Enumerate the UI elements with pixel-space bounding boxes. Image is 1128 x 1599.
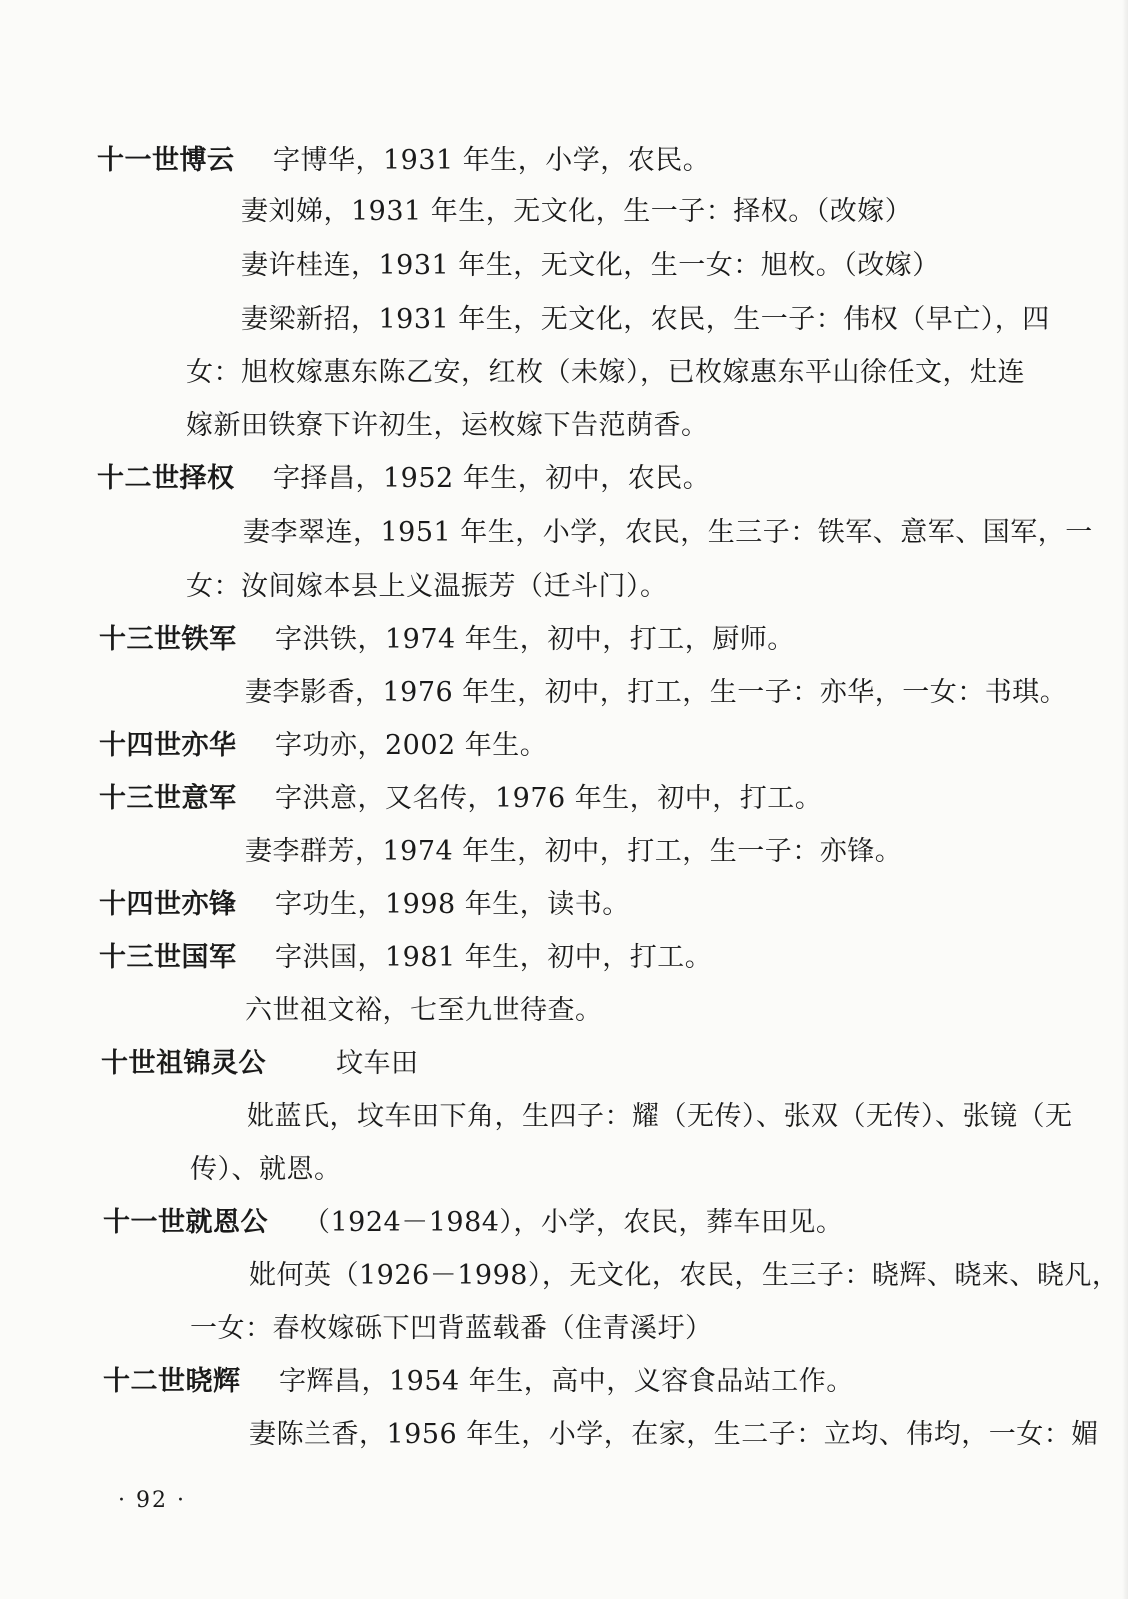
- generation-name: 十三世意军: [99, 783, 237, 814]
- entry-continuation: 女：旭枚嫁惠东陈乙安，红枚（未嫁），已枚嫁惠东平山徐任文，灶连: [186, 357, 1025, 388]
- generation-name: 十二世择权: [97, 463, 235, 494]
- entry-text: 字择昌，1952 年生，初中，农民。: [273, 463, 711, 494]
- entry-continuation: 妻许桂连，1931 年生，无文化，生一女：旭枚。（改嫁）: [241, 250, 940, 281]
- entry-continuation: 妻李翠连，1951 年生，小学，农民，生三子：铁军、意军、国军，一: [243, 517, 1093, 548]
- entry-text: 坟车田: [336, 1048, 419, 1079]
- generation-name: 十一世就恩公: [103, 1207, 268, 1238]
- entry-continuation: 女：汝间嫁本县上义温振芳（迁斗门）。: [186, 571, 668, 602]
- page-number: · 92 ·: [118, 1488, 186, 1513]
- entry-continuation: 妻李影香，1976 年生，初中，打工，生一子：亦华，一女：书琪。: [245, 677, 1068, 708]
- entry-text: 字功生，1998 年生，读书。: [275, 889, 630, 920]
- generation-name: 十四世亦华: [99, 730, 237, 761]
- entry-continuation: 妣何英（1926－1998），无文化，农民，生三子：晓辉、晓来、晓凡，: [249, 1260, 1120, 1291]
- generation-name: 十世祖锦灵公: [101, 1048, 266, 1079]
- entry-continuation: 妻李群芳，1974 年生，初中，打工，生一子：亦锋。: [245, 836, 903, 867]
- entry-continuation: 六世祖文裕，七至九世待查。: [245, 995, 603, 1026]
- entry-continuation: 妻梁新招，1931 年生，无文化，农民，生一子：伟权（早亡），四: [241, 304, 1050, 335]
- genealogy-entry: [97, 144, 710, 178]
- genealogy-entry: [103, 1206, 843, 1240]
- entry-text: 字博华，1931 年生，小学，农民。: [273, 145, 711, 176]
- generation-name: 十四世亦锋: [99, 889, 237, 920]
- genealogy-entry: [99, 888, 630, 922]
- genealogy-entry: [99, 941, 712, 975]
- genealogy-entry: [97, 462, 710, 496]
- entry-continuation: 妣蓝氏，坟车田下角，生四子：耀（无传）、张双（无传）、张镜（无: [247, 1101, 1073, 1132]
- genealogy-entry: [101, 1047, 419, 1081]
- generation-name: 十三世国军: [99, 942, 237, 973]
- entry-text: （1924－1984），小学，农民，葬车田见。: [303, 1207, 844, 1238]
- generation-name: 十二世晓辉: [103, 1366, 241, 1397]
- generation-name: 十三世铁军: [99, 624, 237, 655]
- entry-text: 字洪意，又名传，1976 年生，初中，打工。: [275, 783, 823, 814]
- genealogy-entry: [99, 782, 822, 816]
- entry-text: 字功亦，2002 年生。: [275, 730, 548, 761]
- entry-continuation: 妻刘娣，1931 年生，无文化，生一子：择权。（改嫁）: [241, 196, 913, 227]
- entry-continuation: 妻陈兰香，1956 年生，小学，在家，生二子：立均、伟均，一女：媚: [249, 1419, 1099, 1450]
- genealogy-entry: [103, 1365, 854, 1399]
- generation-name: 十一世博云: [97, 145, 235, 176]
- genealogy-entry: [99, 623, 795, 657]
- entry-text: 字辉昌，1954 年生，高中，义容食品站工作。: [279, 1366, 854, 1397]
- entry-text: 字洪铁，1974 年生，初中，打工，厨师。: [275, 624, 795, 655]
- entry-continuation: 一女：春枚嫁砾下凹背蓝载番（住青溪圩）: [190, 1313, 713, 1344]
- genealogy-entry: [99, 729, 547, 763]
- entry-continuation: 传）、就恩。: [190, 1154, 342, 1185]
- entry-continuation: 嫁新田铁寮下许初生，运枚嫁下告范荫香。: [186, 410, 709, 441]
- scan-edge-shadow: [1122, 0, 1128, 1599]
- entry-text: 字洪国，1981 年生，初中，打工。: [275, 942, 713, 973]
